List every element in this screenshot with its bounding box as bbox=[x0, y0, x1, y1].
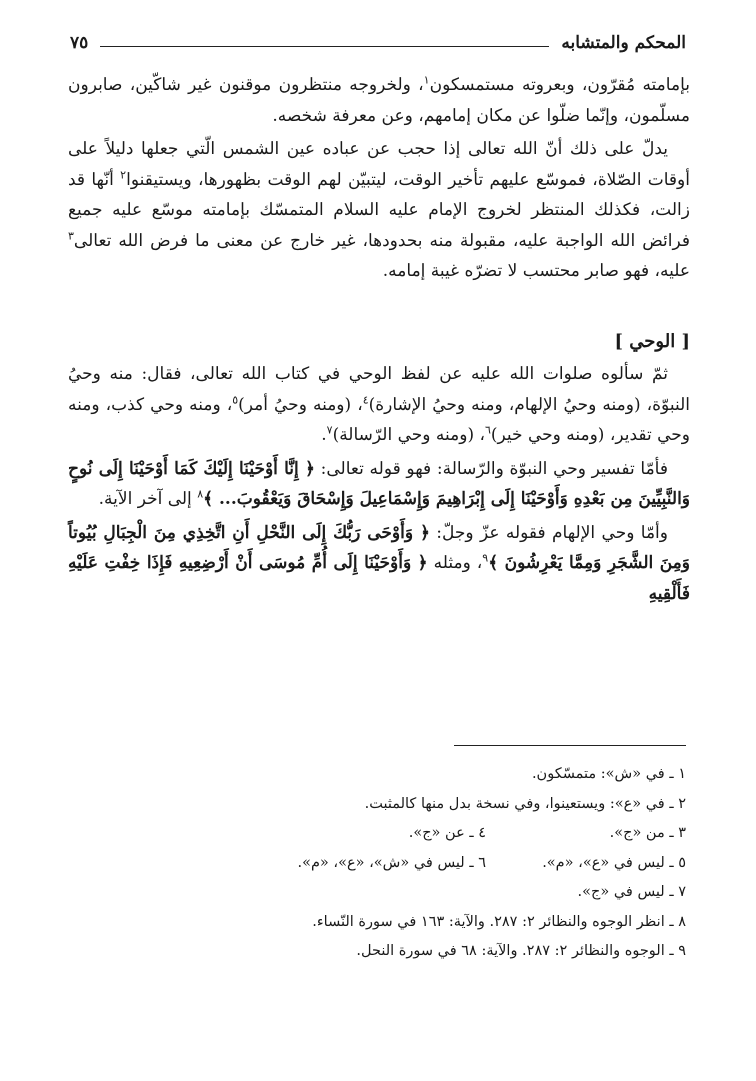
paragraph bbox=[68, 359, 690, 451]
text-run: ، ومثله bbox=[427, 553, 483, 573]
page-header bbox=[70, 28, 686, 58]
footnote-text: ١ ـ في «ش»: متمسّكون. bbox=[531, 766, 686, 782]
footnote bbox=[70, 937, 686, 967]
section-paragraphs bbox=[68, 359, 690, 609]
main-text bbox=[68, 70, 690, 609]
footnote bbox=[70, 760, 686, 790]
text-run: ، ولخروجه منتظرون موقنون غير شاكّين، صابرون مسلّمون، وإنّما ضلّوا عن مكان إمامهم، وعن معرفة شخصه. bbox=[68, 75, 690, 126]
intro-paragraphs bbox=[68, 70, 690, 287]
footnote-text: ٣ ـ من «ج». bbox=[609, 825, 686, 841]
paragraph bbox=[68, 518, 690, 610]
text-run: ، ومنه وحي كذب، ومنه وحي تقدير، (ومنه وحي خير) bbox=[68, 394, 690, 445]
footnote-reference: ٦ bbox=[484, 423, 491, 437]
quran-verse: ﴿ وَأَوْحَيْنَا إِلَى أُمِّ مُوسَى أَنْ أَرْضِعِيهِ فَإِذَا خِفْتِ عَلَيْهِ فَأَلْقِيهِ bbox=[68, 553, 690, 604]
section-heading: [ الوحي ] bbox=[614, 330, 690, 352]
footnote-reference: ٩ bbox=[482, 551, 489, 565]
footnote-separator bbox=[454, 745, 686, 746]
quran-verse: ﴿ إِنَّا أَوْحَيْنَا إِلَيْكَ كَمَا أَوْحَيْنَا إِلَى نُوحٍ وَالنَّبِيِّينَ مِن بَعْدِهِ وَأَوْحَيْنَا إِلَى إِبْرَاهِيمَ وَإِسْمَاعِيلَ وَإِسْحَاقَ وَيَعْقُوبَ... ﴾ bbox=[68, 458, 690, 509]
footnotes bbox=[70, 760, 686, 967]
footnote-reference: ٥ bbox=[232, 392, 239, 406]
footnote-text: ٢ ـ في «ع»: ويستعينوا، وفي نسخة بدل منها كالمثبت. bbox=[364, 795, 686, 812]
footnote bbox=[70, 790, 686, 820]
footnote-reference: ٤ bbox=[362, 392, 369, 406]
footnote bbox=[70, 849, 686, 879]
quran-verse: ﴿ وَأَوْحَى رَبُّكَ إِلَى النَّحْلِ أَنِ اتَّخِذِي مِنَ الْجِبَالِ بُيُوتاً وَمِنَ الشَّجَرِ وَمِمَّا يَعْرِشُونَ ﴾ bbox=[68, 522, 690, 573]
text-run: إلى آخر الآية. bbox=[98, 489, 198, 509]
text-run: عليه، فهو صابر محتسب لا تضرّه غيبة إمامه. bbox=[382, 261, 690, 281]
footnote-reference: ٨ bbox=[197, 487, 204, 501]
paragraph bbox=[68, 70, 690, 131]
footnote-text: ٩ ـ الوجوه والنظائر ٢: ٢٨٧. والآية: ٦٨ في سورة النحل. bbox=[356, 943, 686, 959]
footnote bbox=[70, 908, 686, 938]
footnote-reference: ٣ bbox=[68, 228, 74, 242]
footnote bbox=[70, 819, 686, 849]
footnote-text: ٨ ـ انظر الوجوه والنظائر ٢: ٢٨٧. والآية: ١٦٣ في سورة النّساء. bbox=[312, 913, 686, 930]
text-run: أنّها قد زالت، فكذلك المنتظر لخروج الإمام عليه السلام المتمسّك بإمامته موسّع عليه جميع فرائض الله الواجبة عليه، مقبولة منه بحدودها، غير خارج عن معنى ما فرض الله تعالى bbox=[68, 169, 690, 251]
header-rule bbox=[100, 46, 549, 47]
text-run: فأمّا تفسير وحي النبوّة والرّسالة: فهو قوله تعالى: bbox=[314, 458, 668, 479]
footnote-reference: ١ bbox=[423, 73, 430, 87]
footnote-reference: ٧ bbox=[326, 423, 333, 437]
text-run: . bbox=[321, 425, 327, 445]
running-title: المحكم والمتشابه bbox=[561, 33, 686, 53]
text-run: وأمّا وحي الإلهام فقوله عزّ وجلّ: bbox=[429, 522, 668, 543]
footnote-text: ٧ ـ ليس في «ج». bbox=[577, 884, 686, 900]
footnote bbox=[70, 878, 686, 908]
footnote-text: ٤ ـ عن «ج». bbox=[408, 825, 486, 841]
text-run: يدلّ على ذلك أنّ الله تعالى إذا حجب عن عباده عين الشمس الّتي جعلها دليلاً على أوقات الصّلاة، فموسّع عليهم تأخير الوقت، ليتبيّن لهم الوقت بظهورها، ويستيقنوا bbox=[68, 139, 690, 190]
page-number: ٧٥ bbox=[70, 33, 89, 53]
footnote-text: ٥ ـ ليس في «ع»، «م». bbox=[542, 854, 686, 871]
footnote-text: ٦ ـ ليس في «ش»، «ع»، «م». bbox=[297, 854, 486, 871]
footnote-reference: ٢ bbox=[120, 167, 127, 181]
text-run: بإمامته مُقرّون، وبعروته مستمسكون bbox=[429, 75, 690, 95]
paragraph bbox=[68, 454, 690, 515]
paragraph bbox=[68, 134, 690, 287]
text-run: ثمّ سألوه صلوات الله عليه عن لفظ الوحي في كتاب الله تعالى، فقال: منه وحيُ النبوّة، (ومنه وحيُ الإلهام، ومنه وحيُ الإشارة) bbox=[68, 364, 690, 415]
text-run: ، (ومنه وحيُ أمر) bbox=[238, 394, 363, 415]
text-run: ، (ومنه وحي الرّسالة) bbox=[332, 425, 485, 445]
